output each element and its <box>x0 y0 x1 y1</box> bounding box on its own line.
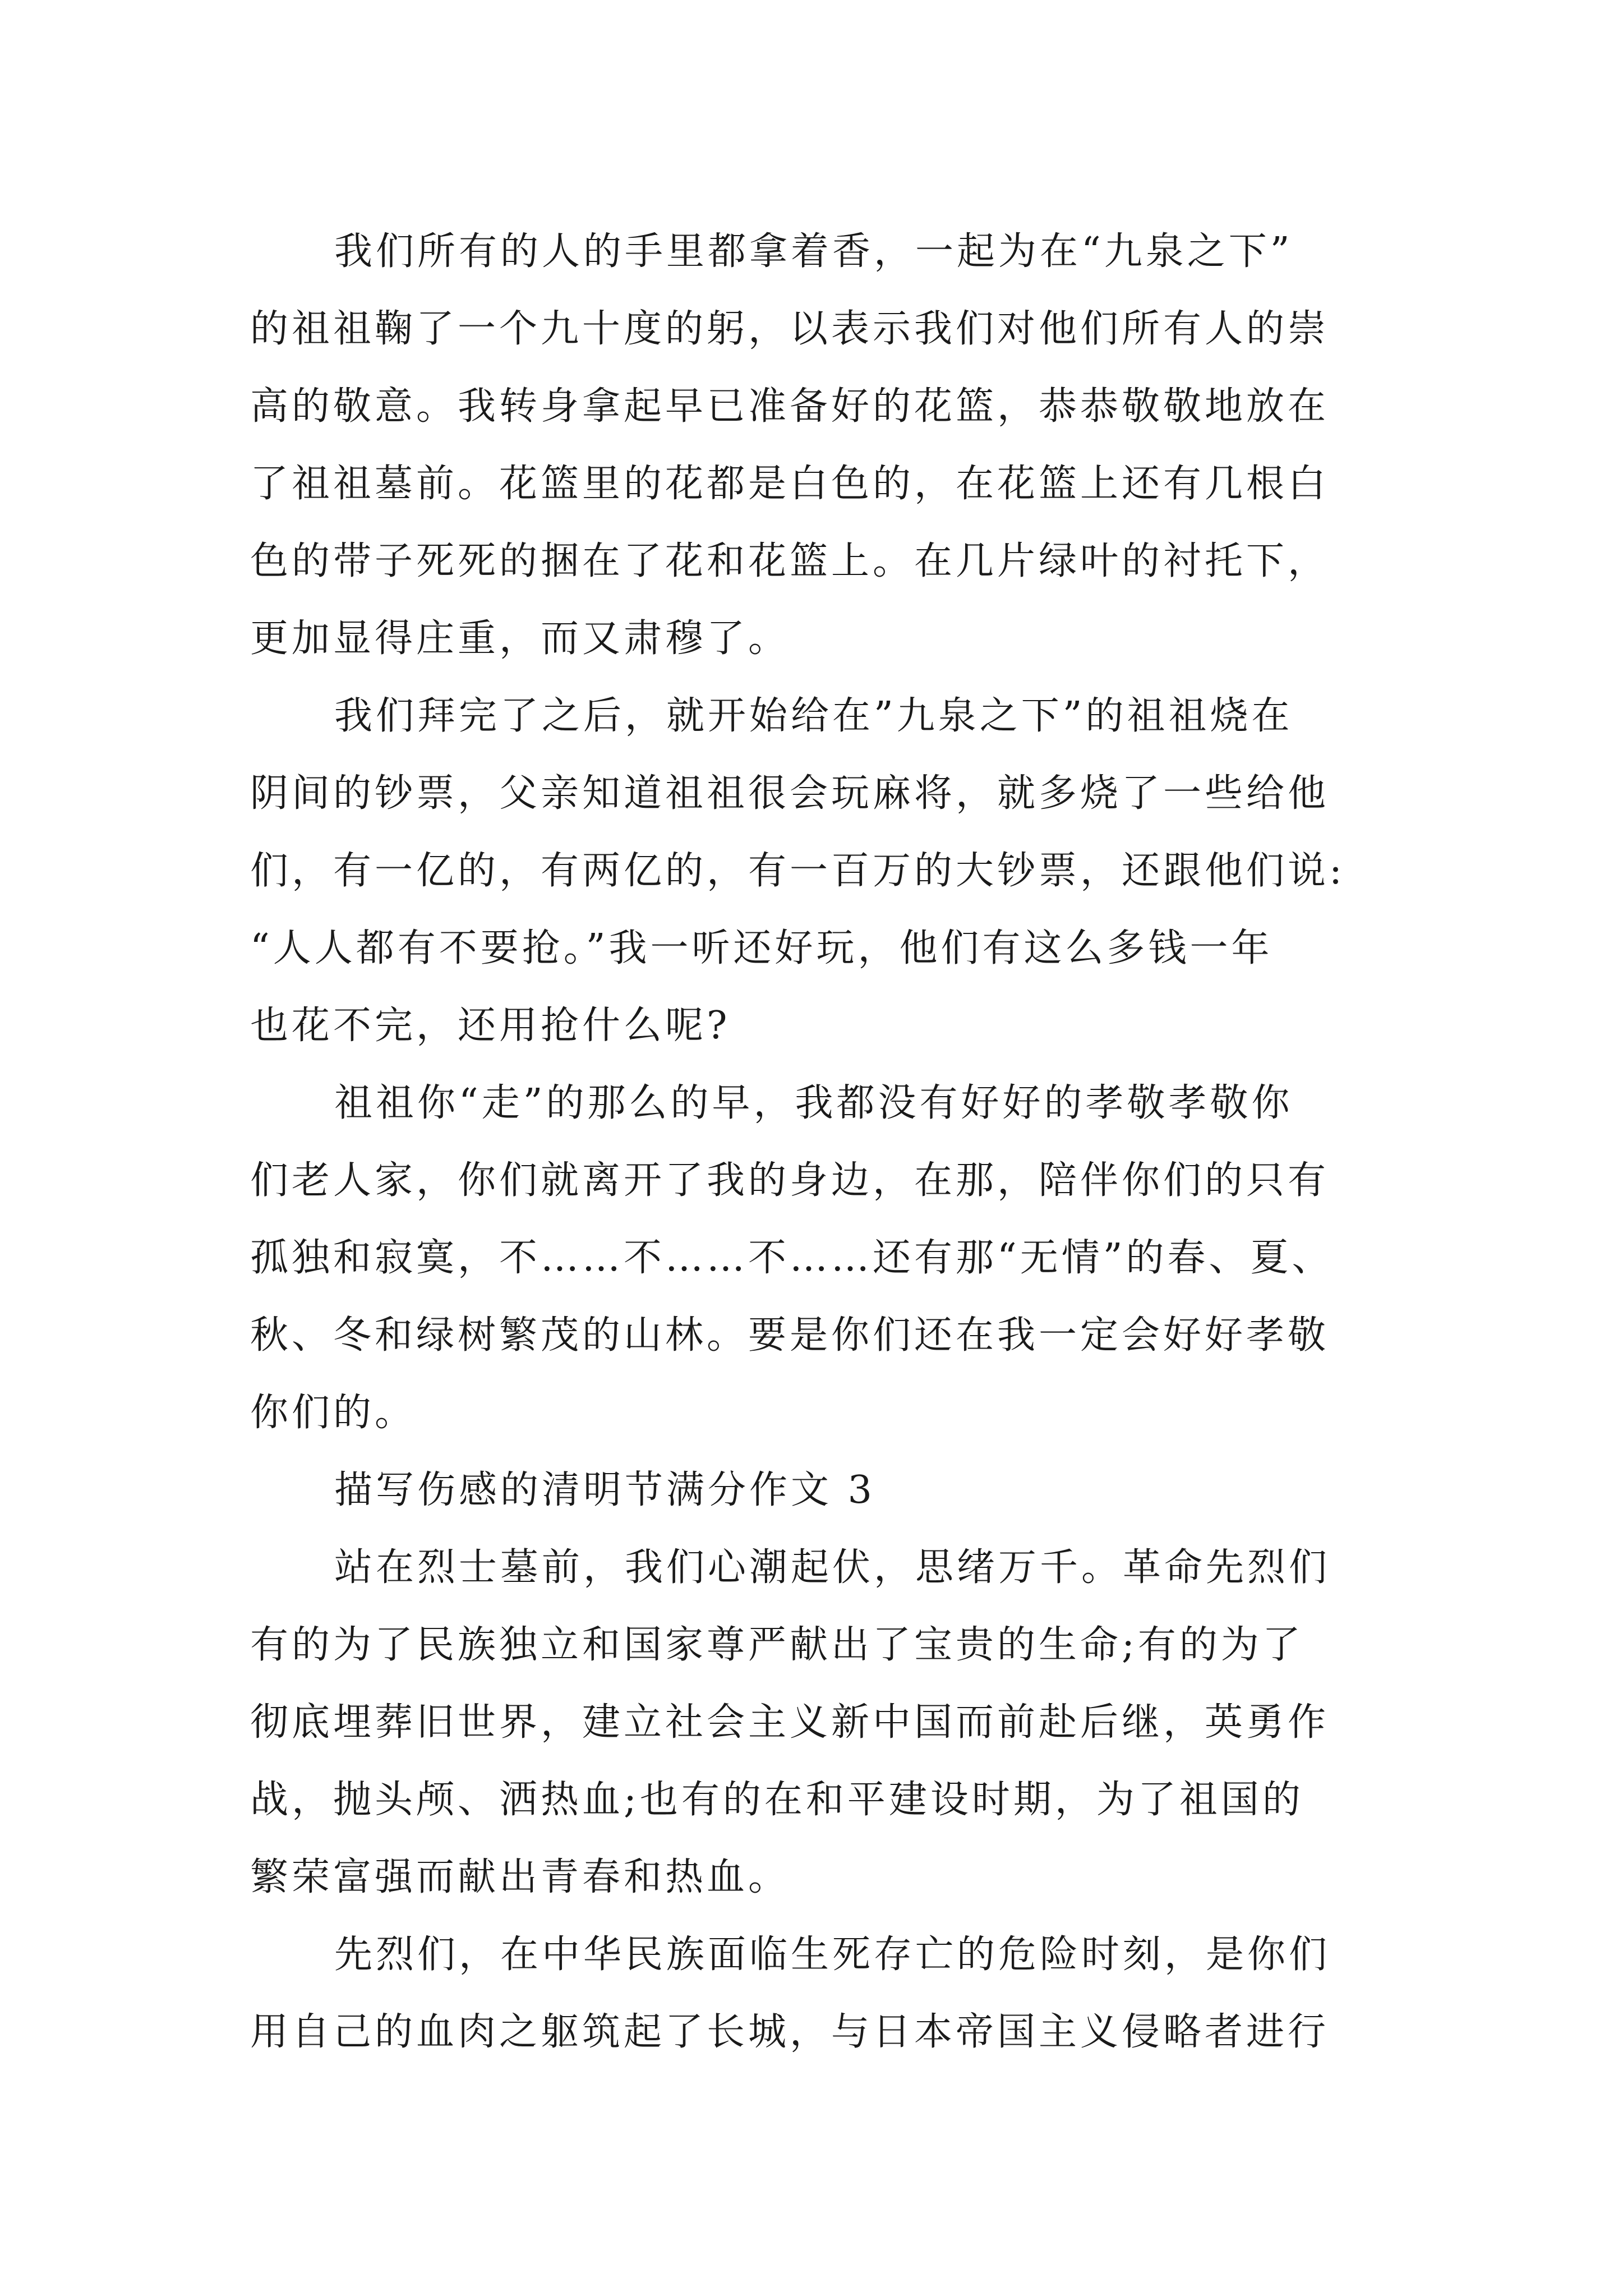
paragraph-line: 们老人家，你们就离开了我的身边，在那，陪伴你们的只有 <box>250 1158 1330 1203</box>
paragraph-line: 孤独和寂寞，不……不……不……还有那“无情”的春、夏、 <box>250 1236 1334 1280</box>
paragraph-line: 你们的。 <box>250 1391 417 1435</box>
paragraph-line: 了祖祖墓前。花篮里的花都是白色的，在花篮上还有几根白 <box>250 462 1330 506</box>
paragraph-first-line: 祖祖你“走”的那么的早，我都没有好好的孝敬孝敬你 <box>334 1081 1293 1125</box>
paragraph-line: 们，有一亿的，有两亿的，有一百万的大钞票，还跟他们说: <box>250 849 1345 893</box>
paragraph-line: 高的敬意。我转身拿起早已准备好的花篮，恭恭敬敬地放在 <box>250 384 1330 429</box>
paragraph-line: 彻底埋葬旧世界，建立社会主义新中国而前赴后继，英勇作 <box>250 1700 1330 1745</box>
paragraph-line: 用自己的血肉之躯筑起了长城，与日本帝国主义侵略者进行 <box>250 2010 1330 2054</box>
paragraph-line: 战，抛头颅、洒热血;也有的在和平建设时期，为了祖国的 <box>250 1778 1304 1822</box>
paragraph-line: 秋、冬和绿树繁茂的山林。要是你们还在我一定会好好孝敬 <box>250 1313 1330 1358</box>
paragraph-first-line: 我们所有的人的手里都拿着香，一起为在“九泉之下” <box>334 229 1293 274</box>
paragraph-line: 有的为了民族独立和国家尊严献出了宝贵的生命;有的为了 <box>250 1623 1304 1667</box>
paragraph-first-line: 描写伤感的清明节满分作文 3 <box>334 1468 875 1512</box>
paragraph-line: 更加显得庄重，而又肃穆了。 <box>250 616 790 661</box>
document-body <box>250 213 1377 2071</box>
paragraph-first-line: 我们拜完了之后，就开始给在”九泉之下”的祖祖烧在 <box>334 694 1293 738</box>
paragraph-line: 阴间的钞票，父亲知道祖祖很会玩麻将，就多烧了一些给他 <box>250 771 1330 816</box>
paragraph-line: 的祖祖鞠了一个九十度的躬，以表示我们对他们所有人的崇 <box>250 307 1330 351</box>
paragraph-line: 色的带子死死的捆在了花和花篮上。在几片绿叶的衬托下， <box>250 539 1330 583</box>
paragraph-line: 也花不完，还用抢什么呢? <box>250 1004 731 1048</box>
paragraph-line: 繁荣富强而献出青春和热血。 <box>250 1855 790 1899</box>
paragraph-first-line: 站在烈士墓前，我们心潮起伏，思绪万千。革命先烈们 <box>334 1545 1331 1590</box>
paragraph-line: “人人都有不要抢。”我一听还好玩，他们有这么多钱一年 <box>250 926 1273 970</box>
paragraph-first-line: 先烈们，在中华民族面临生死存亡的危险时刻，是你们 <box>334 1932 1331 1977</box>
